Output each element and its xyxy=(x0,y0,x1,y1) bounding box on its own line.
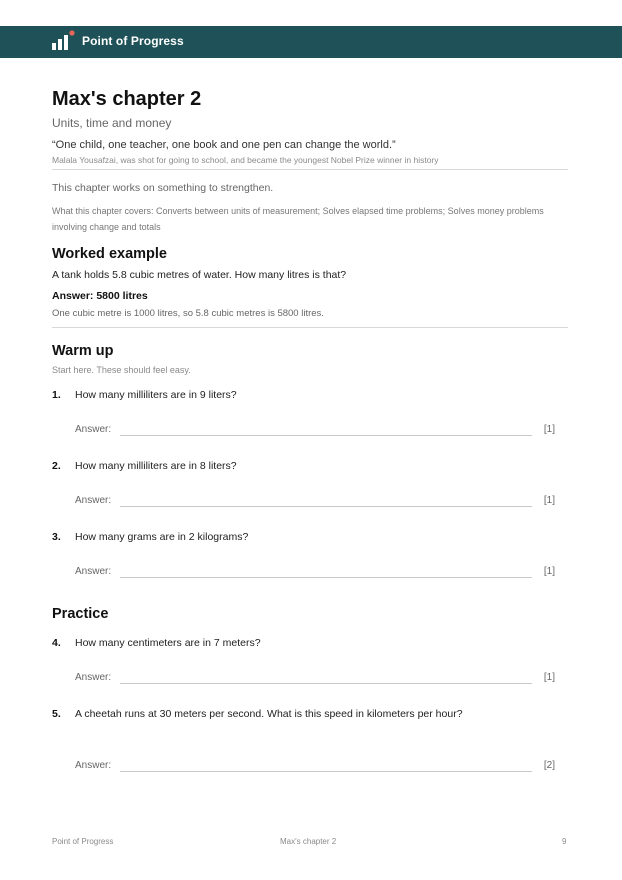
answer-field[interactable] xyxy=(120,577,532,578)
practice-heading: Practice xyxy=(52,606,109,622)
marks-label: [1] xyxy=(543,672,555,683)
answer-row xyxy=(75,495,553,509)
question-text: How many milliliters are in 8 liters? xyxy=(75,460,237,472)
worked-example-question: A tank holds 5.8 cubic metres of water. How many litres is that? xyxy=(52,269,347,281)
quote-text: “One child, one teacher, one book and one pen can change the world.” xyxy=(52,139,396,151)
bar-chart-icon xyxy=(52,30,76,52)
quote-attribution: Malala Yousafzai, was shot for going to school, and became the youngest Nobel Prize winner in history xyxy=(52,155,439,165)
answer-field[interactable] xyxy=(120,771,532,772)
question-number: 2. xyxy=(52,460,61,472)
question-number: 3. xyxy=(52,531,61,543)
answer-field[interactable] xyxy=(120,683,532,684)
worked-example-heading: Worked example xyxy=(52,246,167,262)
question-text: A cheetah runs at 30 meters per second. What is this speed in kilometers per hour? xyxy=(75,708,463,720)
page-number: 9 xyxy=(562,837,567,846)
warm-up-heading: Warm up xyxy=(52,343,114,359)
footer-chapter: Max's chapter 2 xyxy=(280,837,337,846)
answer-field[interactable] xyxy=(120,435,532,436)
question-number: 4. xyxy=(52,637,61,649)
answer-row xyxy=(75,760,553,774)
chapter-focus: This chapter works on something to strengthen. xyxy=(52,182,274,194)
answer-row xyxy=(75,672,553,686)
marks-label: [1] xyxy=(543,495,555,506)
footer-brand: Point of Progress xyxy=(52,837,114,846)
question-number: 5. xyxy=(52,708,61,720)
brand-name: Point of Progress xyxy=(82,34,184,48)
divider xyxy=(52,327,568,328)
question-number: 1. xyxy=(52,389,61,401)
answer-row xyxy=(75,566,553,580)
header-bar xyxy=(0,26,622,58)
question-text: How many milliliters are in 9 liters? xyxy=(75,389,237,401)
answer-label: Answer: xyxy=(75,760,112,771)
warm-up-hint: Start here. These should feel easy. xyxy=(52,365,191,375)
worked-example-explanation: One cubic metre is 1000 litres, so 5.8 cubic metres is 5800 litres. xyxy=(52,308,324,319)
divider xyxy=(52,169,568,170)
answer-row xyxy=(75,424,553,438)
answer-label: Answer: xyxy=(75,566,112,577)
page-subtitle: Units, time and money xyxy=(52,116,172,130)
question-text: How many centimeters are in 7 meters? xyxy=(75,637,261,649)
answer-field[interactable] xyxy=(120,506,532,507)
marks-label: [2] xyxy=(543,760,555,771)
marks-label: [1] xyxy=(543,566,555,577)
answer-label: Answer: xyxy=(75,672,112,683)
answer-label: Answer: xyxy=(75,495,112,506)
chapter-covers: What this chapter covers: Converts between units of measurement; Solves elapsed time problems; Solves money problems involving change and totals xyxy=(52,206,544,232)
page-title: Max's chapter 2 xyxy=(52,88,202,110)
answer-label: Answer: xyxy=(75,424,112,435)
worked-example-answer: Answer: 5800 litres xyxy=(52,290,148,302)
question-text: How many grams are in 2 kilograms? xyxy=(75,531,249,543)
marks-label: [1] xyxy=(543,424,555,435)
